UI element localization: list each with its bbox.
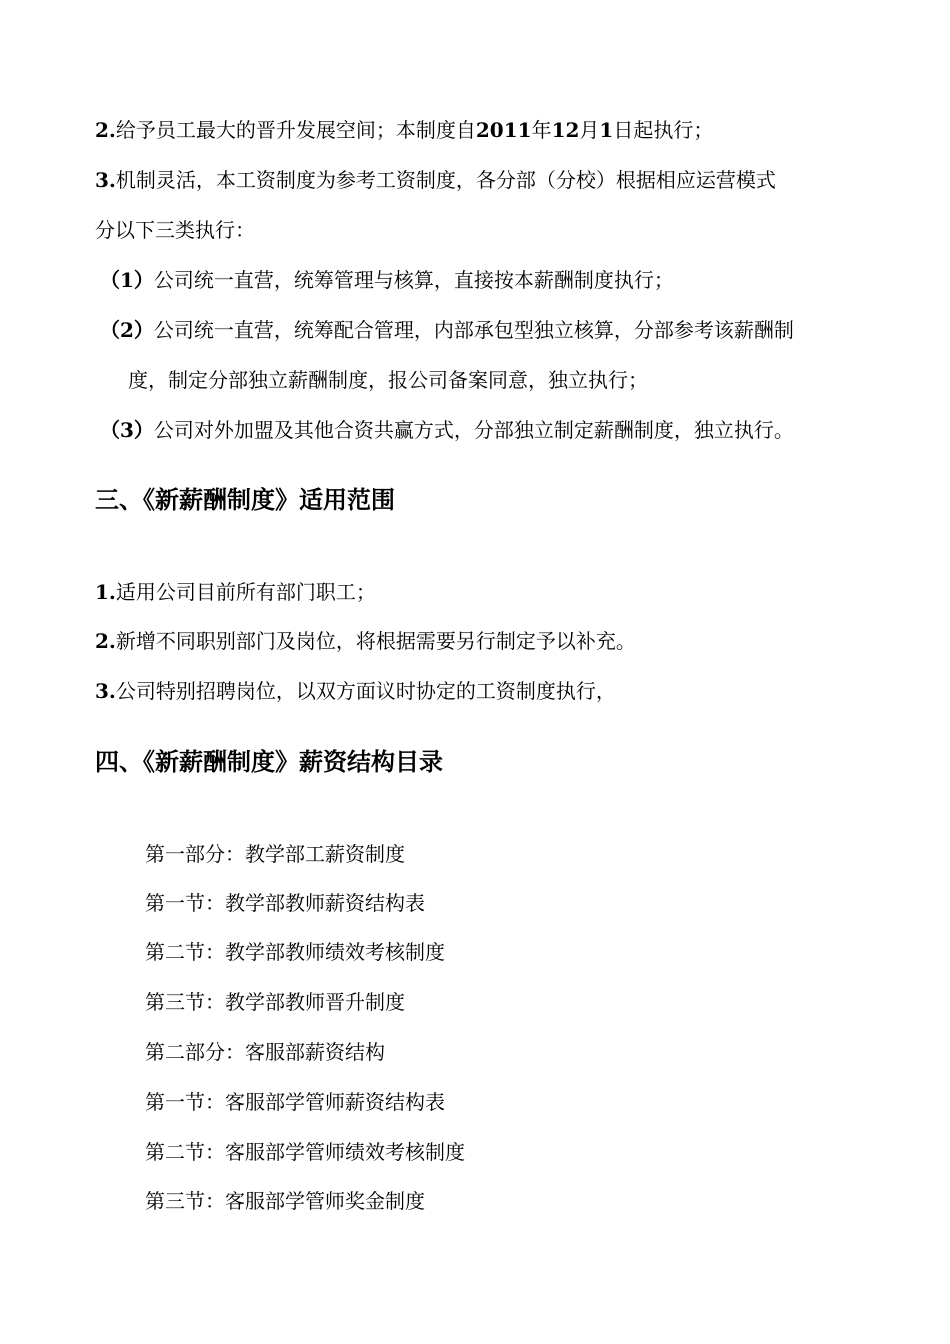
toc-entry: 第一节：客服部学管师薪资结构表: [145, 1090, 445, 1114]
item-text: 公司对外加盟及其他合资共赢方式，分部独立制定薪酬制度，独立执行。: [153, 418, 794, 442]
scope-item-1: [95, 578, 376, 606]
toc-entry: 第二部分：客服部薪资结构: [145, 1040, 385, 1064]
scope-item-3: [95, 677, 616, 705]
item-number: （1）: [100, 268, 154, 292]
day-number: 1: [599, 118, 614, 142]
month-unit: 月: [579, 118, 600, 142]
section-4-heading: 四、《新薪酬制度》薪资结构目录: [95, 747, 443, 776]
scope-item-2: [95, 627, 636, 655]
mode-item-2: [100, 316, 794, 344]
toc-entry: 第二节：客服部学管师绩效考核制度: [145, 1140, 465, 1164]
toc-entry: 第二节：教学部教师绩效考核制度: [145, 940, 445, 964]
intro-line-3-continued: 分以下三类执行：: [95, 218, 255, 242]
item-text: 公司特别招聘岗位，以双方面议时协定的工资制度执行，: [115, 679, 616, 703]
item-number: 2.: [95, 118, 116, 142]
toc-entry: 第三节：客服部学管师奖金制度: [145, 1189, 425, 1213]
month-number: 12: [551, 118, 580, 142]
mode-item-1: [100, 266, 674, 294]
item-text: 给予员工最大的晋升发展空间；本制度自: [115, 118, 476, 142]
toc-entry: 第一部分：教学部工薪资制度: [145, 842, 405, 866]
intro-line-3: [95, 166, 776, 194]
item-number: （2）: [100, 318, 154, 342]
item-text: 适用公司目前所有部门职工；: [115, 580, 376, 604]
year-number: 2011: [475, 118, 532, 142]
day-unit: 日起执行；: [613, 118, 714, 142]
item-number: 1.: [95, 580, 116, 604]
toc-entry: 第三节：教学部教师晋升制度: [145, 990, 405, 1014]
mode-item-3: [100, 416, 794, 444]
item-text: 公司统一直营，统筹配合管理，内部承包型独立核算，分部参考该薪酬制: [153, 318, 794, 342]
intro-line-2: [95, 116, 713, 144]
item-number: 3.: [95, 679, 116, 703]
mode-item-2-continued: 度，制定分部独立薪酬制度，报公司备案同意，独立执行；: [128, 368, 648, 392]
item-number: 2.: [95, 629, 116, 653]
toc-entry: 第一节：教学部教师薪资结构表: [145, 891, 425, 915]
section-3-heading: 三、《新薪酬制度》适用范围: [95, 485, 395, 514]
item-number: （3）: [100, 418, 154, 442]
year-unit: 年: [531, 118, 552, 142]
item-text: 机制灵活，本工资制度为参考工资制度，各分部（分校）根据相应运营模式: [115, 168, 776, 192]
item-text: 公司统一直营，统筹管理与核算，直接按本薪酬制度执行；: [153, 268, 674, 292]
item-text: 新增不同职别部门及岗位，将根据需要另行制定予以补充。: [115, 629, 636, 653]
item-number: 3.: [95, 168, 116, 192]
